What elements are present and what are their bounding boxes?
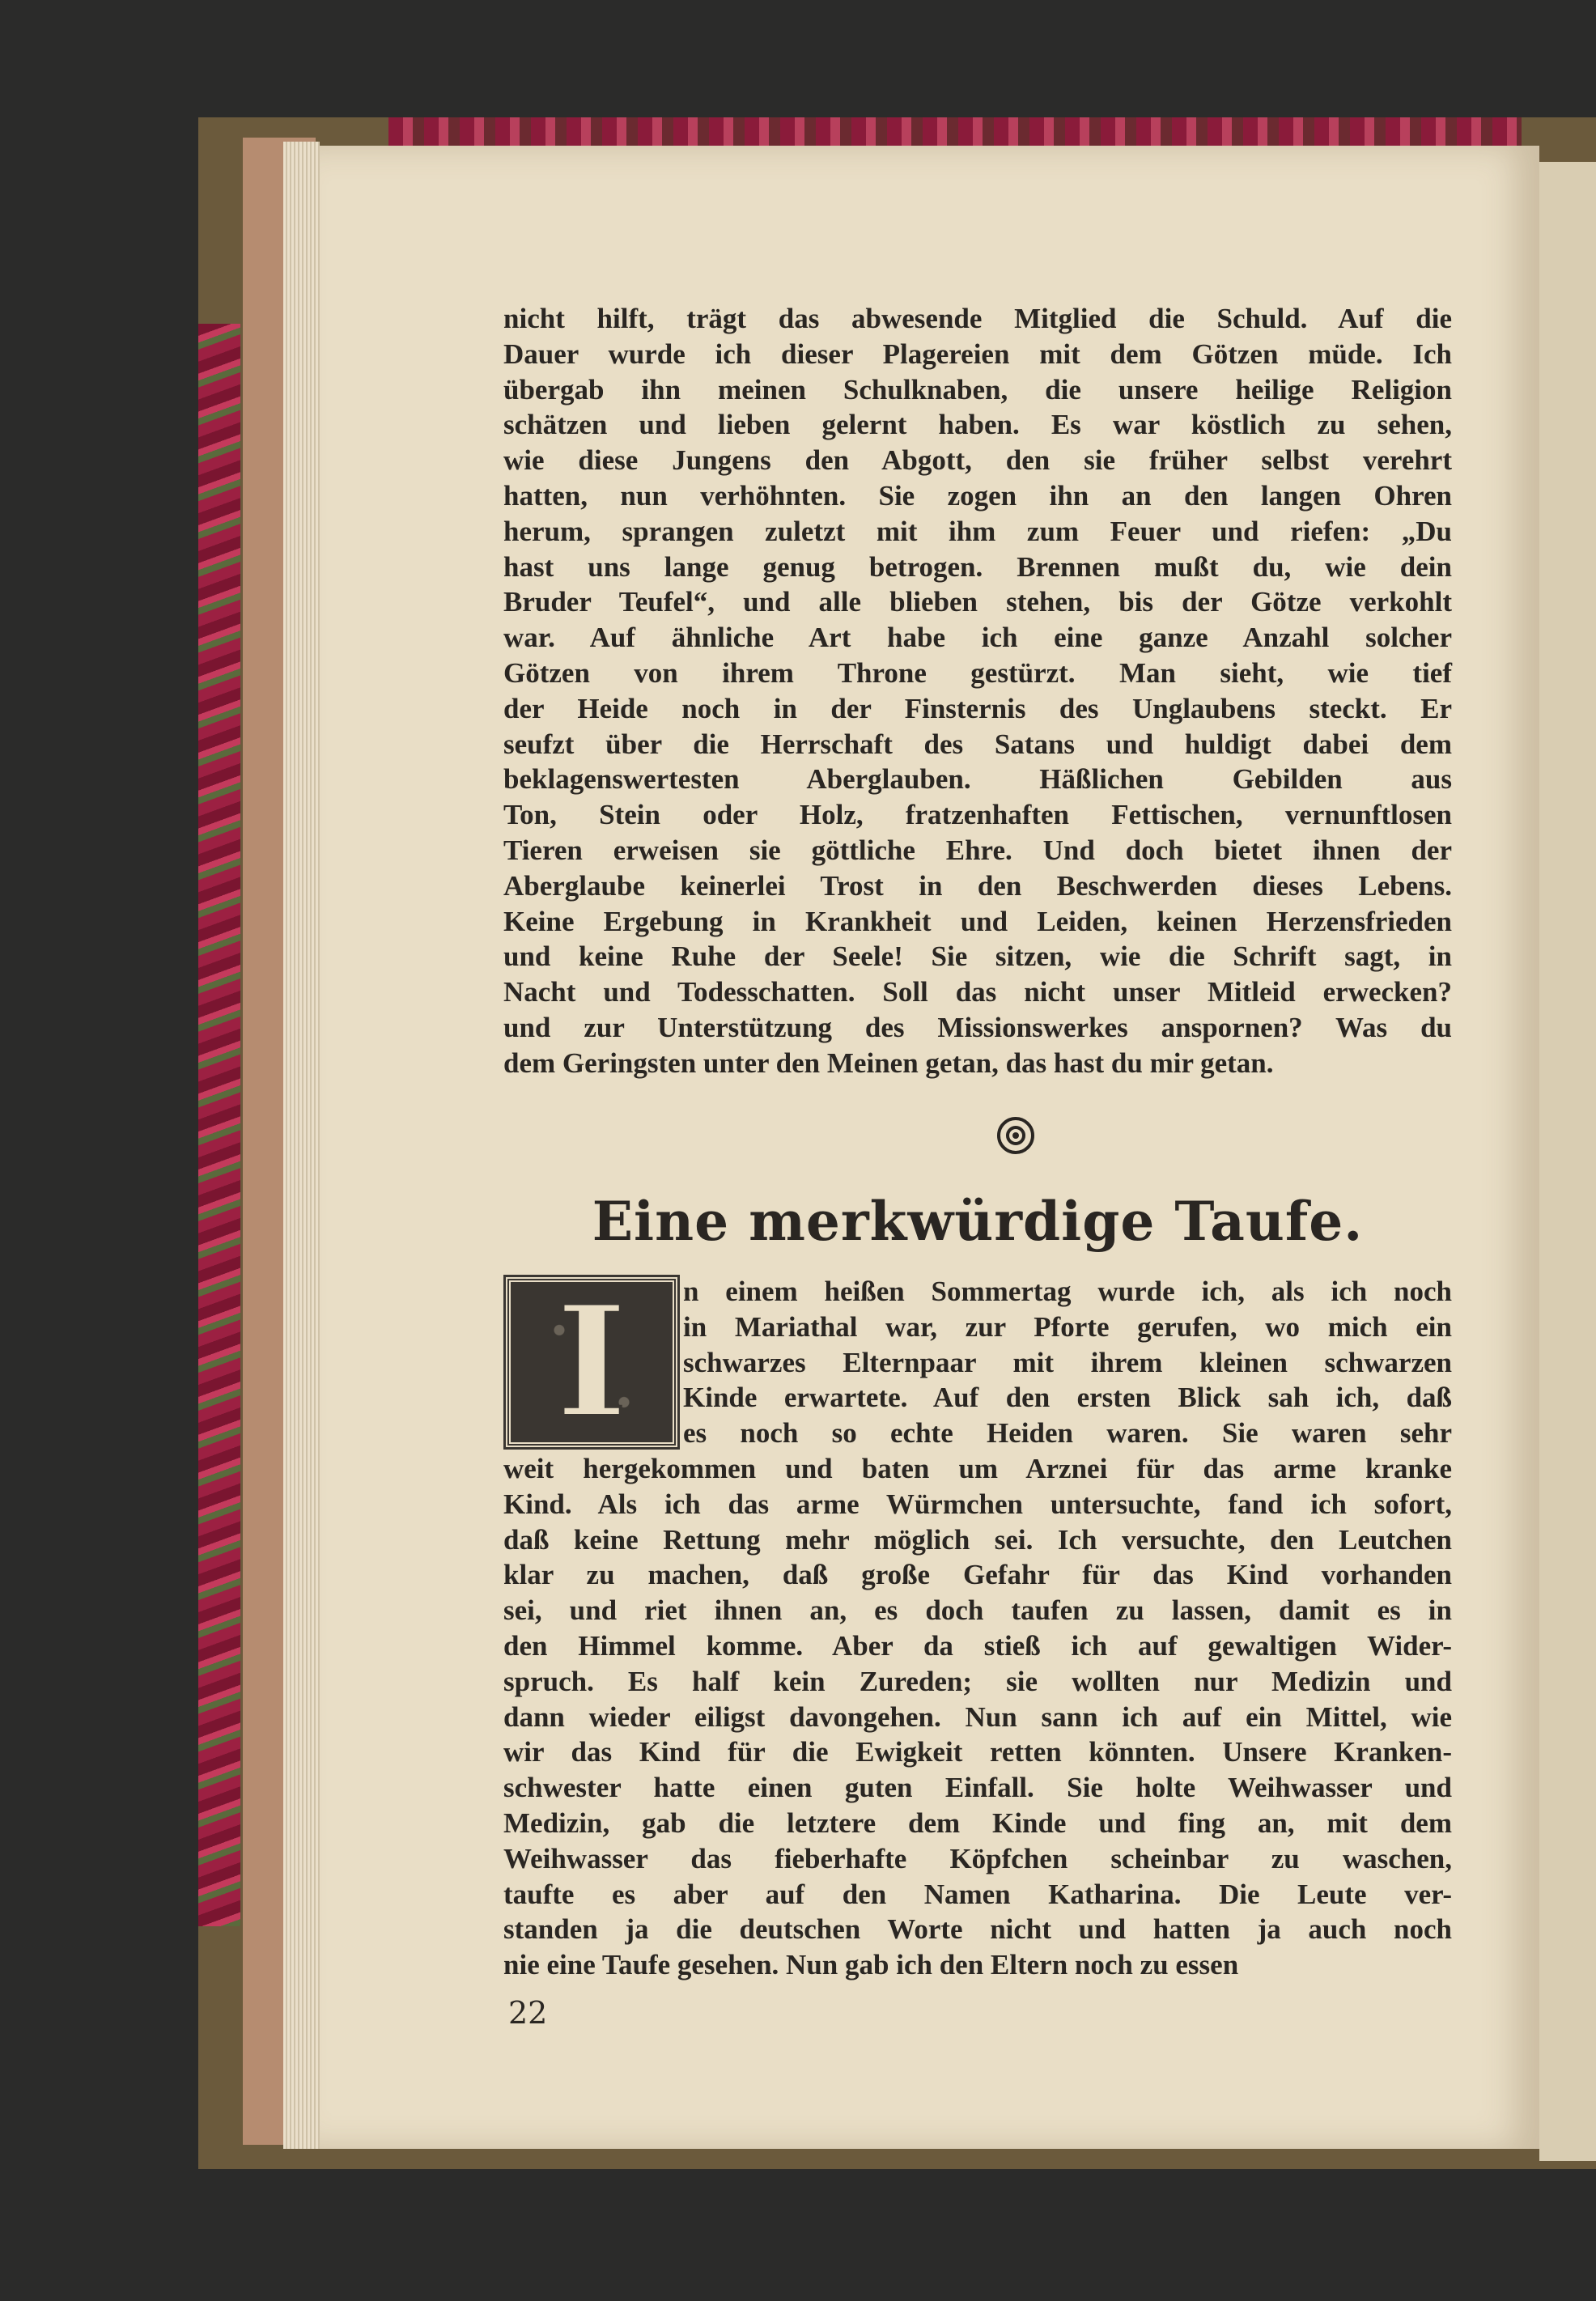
text-line: der Heide noch in der Finsternis des Unglaubens steckt. Er (503, 692, 1452, 724)
text-line: wir das Kind für die Ewigkeit retten könnten. Unsere Kranken- (503, 1736, 1452, 1768)
page-number: 22 (508, 1995, 548, 2031)
drop-cap-letter: I (555, 1271, 628, 1452)
text-line: es noch so echte Heiden waren. Sie waren sehr (683, 1417, 1452, 1450)
text-line: Götzen von ihrem Throne gestürzt. Man sieht, wie tief (503, 656, 1452, 689)
facing-page-edge (1539, 162, 1596, 2161)
text-line: Tieren erweisen sie göttliche Ehre. Und doch bietet ihnen der (503, 834, 1452, 866)
text-line: hast uns lange genug betrogen. Brennen mußt du, wie dein (503, 550, 1452, 583)
text-line: Weihwasser das fieberhafte Köpfchen scheinbar zu waschen, (503, 1842, 1452, 1874)
text-line: daß keine Rettung mehr möglich sei. Ich versuchte, den Leutchen (503, 1523, 1452, 1556)
text-line: taufte es aber auf den Namen Katharina. Die Leute ver- (503, 1878, 1452, 1910)
text-line: klar zu machen, daß große Gefahr für das Kind vorhanden (503, 1559, 1452, 1591)
text-line: schätzen und lieben gelernt haben. Es war köstlich zu sehen, (503, 409, 1452, 441)
text-line: Bruder Teufel“, und alle blieben stehen, bis der Götze verkohlt (503, 586, 1452, 618)
text-line: Medizin, gab die letztere dem Kinde und fing an, mit dem (503, 1806, 1452, 1839)
marbled-edge-left (198, 324, 240, 1926)
text-line: herum, sprangen zuletzt mit ihm zum Feuer und riefen: „Du (503, 515, 1452, 547)
text-line: spruch. Es half kein Zureden; sie wollten nur Medizin und (503, 1665, 1452, 1697)
text-line: n einem heißen Sommertag wurde ich, als ich noch (683, 1276, 1452, 1307)
text-line: schwarzes Elternpaar mit ihrem kleinen schwarzen (683, 1346, 1452, 1378)
text-line: und keine Ruhe der Seele! Sie sitzen, wie die Schrift sagt, in (503, 940, 1452, 973)
text-line: dann wieder eiligst davongehen. Nun sann ich auf ein Mittel, wie (503, 1700, 1452, 1733)
text-line: nicht hilft, trägt das abwesende Mitglied die Schuld. Auf die (503, 303, 1452, 334)
text-line: nie eine Taufe gesehen. Nun gab ich den Eltern noch zu essen (503, 1949, 1239, 1981)
text-line: wie diese Jungens den Abgott, den sie früher selbst verehrt (503, 444, 1452, 477)
text-line: Kind. Als ich das arme Würmchen untersuchte, fand ich sofort, (503, 1488, 1452, 1520)
marbled-edge-top (388, 117, 1522, 150)
story-paragraph (503, 1271, 1452, 1983)
text-line: war. Auf ähnliche Art habe ich eine ganze Anzahl solcher (503, 622, 1452, 654)
text-line: Aberglaube keinerlei Trost in den Beschwerden dieses Lebens. (503, 869, 1452, 902)
text-line: schwester hatte einen guten Einfall. Sie holte Weihwasser und (503, 1772, 1452, 1804)
section-ornament-icon (997, 1117, 1034, 1154)
text-line: seufzt über die Herrschaft des Satans und huldigt dabei dem (503, 728, 1452, 760)
text-line: hatten, nun verhöhnten. Sie zogen ihn an den langen Ohren (503, 479, 1452, 512)
text-line: sei, und riet ihnen an, es doch taufen zu lassen, damit es in (503, 1594, 1452, 1627)
text-line: Kinde erwartete. Auf den ersten Blick sah ich, daß (683, 1382, 1452, 1414)
text-line: standen ja die deutschen Worte nicht und hatten ja auch noch (503, 1913, 1452, 1946)
text-line: übergab ihn meinen Schulknaben, die unsere heilige Religion (503, 373, 1452, 405)
section-title: Eine merkwürdige Taufe. (592, 1190, 1364, 1253)
text-line: weit hergekommen und baten um Arznei für das arme kranke (503, 1452, 1452, 1484)
text-line: und zur Unterstützung des Missionswerkes anspornen? Was du (503, 1011, 1452, 1043)
text-line: Keine Ergebung in Krankheit und Leiden, keinen Herzensfrieden (503, 905, 1452, 937)
page-stack-edge (283, 142, 320, 2149)
text-line: dem Geringsten unter den Meinen getan, das hast du mir getan. (503, 1046, 1274, 1079)
text-line: beklagenswertesten Aberglauben. Häßlichen Gebilden aus (503, 763, 1452, 796)
text-line: in Mariathal war, zur Pforte gerufen, wo mich ein (683, 1310, 1452, 1343)
paragraph-continued (503, 301, 1452, 1081)
text-line: Ton, Stein oder Holz, fratzenhaften Fettischen, vernunftlosen (503, 799, 1452, 831)
text-line: Dauer wurde ich dieser Plagereien mit dem Götzen müde. Ich (503, 338, 1452, 370)
text-line: Nacht und Todesschatten. Soll das nicht unser Mitleid erwecken? (503, 976, 1452, 1008)
text-line: den Himmel komme. Aber da stieß ich auf gewaltigen Wider- (503, 1629, 1452, 1662)
